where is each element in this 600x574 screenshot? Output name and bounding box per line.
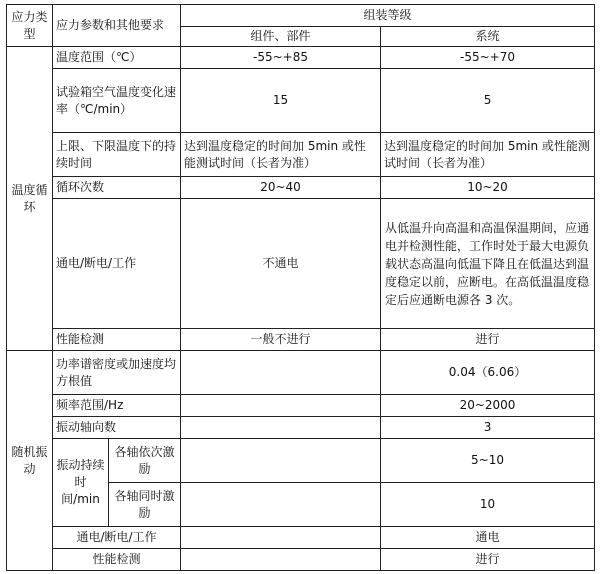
row-param: 温度范围（℃） [53, 47, 181, 69]
table-row [7, 133, 595, 177]
random-vibration-label: 随机振动 [7, 351, 53, 571]
system-value: 5 [381, 69, 595, 133]
table-row [7, 199, 595, 329]
table-row [7, 439, 595, 483]
row-param: 性能检测 [53, 549, 181, 571]
system-value: 进行 [381, 549, 595, 571]
system-value: 从低温升向高温和高温保温期间，应通电并检测性能，工作时处于最大电源负载状态高温向低温下降且在低温达到温度稳定以前，应断电。在高低温温度稳定后应通断电源各 3 次。 [381, 199, 595, 329]
system-value: 通电 [381, 527, 595, 549]
component-value: 一般不进行 [181, 329, 381, 351]
system-value: 10 [381, 483, 595, 527]
component-value: 达到温度稳定的时间加 5min 或性能测试时间（长者为准） [181, 133, 381, 177]
component-value: 20~40 [181, 177, 381, 199]
row-sub-param: 各轴同时激励 [109, 483, 181, 527]
temperature-cycle-label: 温度循环 [7, 47, 53, 351]
component-value: -55~+85 [181, 47, 381, 69]
system-value: 0.04（6.06） [381, 351, 595, 395]
row-param: 通电/断电/工作 [53, 527, 181, 549]
component-value [181, 549, 381, 571]
row-param: 试验箱空气温度变化速率（℃/min） [53, 69, 181, 133]
header-row-1 [7, 5, 595, 27]
row-param: 上限、下限温度下的持续时间 [53, 133, 181, 177]
system-value: -55~+70 [381, 47, 595, 69]
row-param: 频率范围/Hz [53, 395, 181, 417]
table-row [7, 47, 595, 69]
row-param: 功率谱密度或加速度均方根值 [53, 351, 181, 395]
system-value: 20~2000 [381, 395, 595, 417]
table-row [7, 69, 595, 133]
component-value [181, 439, 381, 483]
component-value [181, 417, 381, 439]
system-value: 5~10 [381, 439, 595, 483]
system-value: 3 [381, 417, 595, 439]
row-param: 振动轴向数 [53, 417, 181, 439]
row-param: 通电/断电/工作 [53, 199, 181, 329]
table-row [7, 417, 595, 439]
system-value: 10~20 [381, 177, 595, 199]
component-value [181, 483, 381, 527]
system-value: 进行 [381, 329, 595, 351]
header-assembly-level: 组装等级 [181, 5, 595, 27]
header-stress-params: 应力参数和其他要求 [53, 5, 181, 47]
component-value: 不通电 [181, 199, 381, 329]
table-row [7, 177, 595, 199]
row-param: 性能检测 [53, 329, 181, 351]
component-value: 15 [181, 69, 381, 133]
component-value [181, 527, 381, 549]
component-value [181, 351, 381, 395]
system-value: 达到温度稳定的时间加 5min 或性能测试时间（长者为准） [381, 133, 595, 177]
header-component: 组件、部件 [181, 27, 381, 47]
header-stress-type: 应力类型 [7, 5, 53, 47]
row-param: 振动持续时间/min [53, 439, 109, 527]
table-row [7, 527, 595, 549]
table-row [7, 549, 595, 571]
table-row [7, 351, 595, 395]
table-row [7, 329, 595, 351]
stress-test-table [6, 4, 595, 571]
component-value [181, 395, 381, 417]
row-param: 循环次数 [53, 177, 181, 199]
table-row [7, 395, 595, 417]
row-sub-param: 各轴依次激励 [109, 439, 181, 483]
header-system: 系统 [381, 27, 595, 47]
